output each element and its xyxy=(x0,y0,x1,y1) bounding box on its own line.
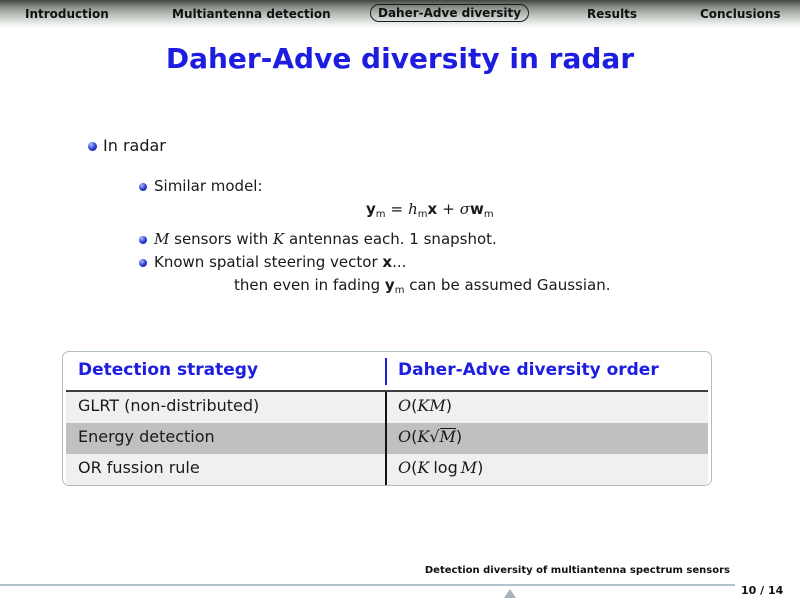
sqrt-symbol: √ xyxy=(429,427,440,446)
table-header-row xyxy=(63,352,711,390)
var-k: K xyxy=(417,396,430,415)
bullet-icon xyxy=(139,236,147,244)
nav-item-introduction[interactable]: Introduction xyxy=(25,7,109,21)
formula-h-sub: m xyxy=(417,209,428,220)
nav-item-multiantenna-detection[interactable]: Multiantenna detection xyxy=(172,7,331,21)
formula-x: x xyxy=(427,200,438,218)
bullet-sensors-text-1: sensors with xyxy=(169,230,274,248)
var-y-sub: m xyxy=(394,285,405,296)
bullet-steering xyxy=(154,253,406,271)
strategy-cell: Energy detection xyxy=(78,427,215,446)
nav-item-conclusions[interactable]: Conclusions xyxy=(700,7,781,21)
formula-plus: + xyxy=(442,200,455,218)
table-body xyxy=(66,392,708,485)
table-header-diversity-order: Daher-Adve diversity order xyxy=(398,360,659,380)
table-header-detection-strategy: Detection strategy xyxy=(78,360,259,380)
formula-y-sub: m xyxy=(375,209,386,220)
sqrt-overline xyxy=(440,428,456,446)
formula-w-sub: m xyxy=(483,209,494,220)
paren: ( xyxy=(411,427,418,446)
diversity-order-table xyxy=(62,351,712,486)
nav-item-results[interactable]: Results xyxy=(587,7,638,21)
bullet-sensors-text-2: antennas each. 1 snapshot. xyxy=(284,230,497,248)
log-operator: log xyxy=(433,458,458,477)
page-number: 10 / 14 xyxy=(741,584,784,597)
line-fading-text-2: can be assumed Gaussian. xyxy=(404,276,611,294)
var-k: K xyxy=(417,458,430,477)
big-o: O xyxy=(398,427,412,446)
paren: ( xyxy=(411,396,418,415)
table-row-glrt xyxy=(66,392,708,423)
bullet-sensors xyxy=(154,230,497,248)
paren: ) xyxy=(477,458,484,477)
formula-y: y xyxy=(366,200,376,218)
header-column-divider xyxy=(385,358,387,385)
var-k: K xyxy=(273,230,285,248)
order-cell xyxy=(398,458,483,477)
bullet-icon xyxy=(88,142,97,151)
paren: ) xyxy=(445,396,452,415)
nav-item-daher-adve-diversity-active[interactable]: Daher-Adve diversity xyxy=(370,4,529,22)
bullet-similar-model: Similar model: xyxy=(154,177,263,195)
line-fading xyxy=(234,276,610,296)
body-column-divider xyxy=(385,392,387,485)
order-cell xyxy=(398,427,462,446)
formula-signal-model xyxy=(366,200,494,220)
paren: ) xyxy=(455,427,463,446)
footer-divider-line xyxy=(0,584,735,586)
var-k: K xyxy=(417,427,430,446)
bullet-steering-text-1: Known spatial steering vector xyxy=(154,253,383,271)
table-row-or-fusion xyxy=(66,454,708,485)
top-navigation-bar xyxy=(0,0,800,28)
order-cell xyxy=(398,396,452,415)
slide-title: Daher-Adve diversity in radar xyxy=(165,42,635,75)
bullet-icon xyxy=(139,259,147,267)
bullet-steering-text-2: ... xyxy=(392,253,407,271)
bullet-in-radar: In radar xyxy=(103,136,166,155)
footer-short-title: Detection diversity of multiantenna spectrum sensors xyxy=(424,565,730,576)
paren: ( xyxy=(411,458,418,477)
formula-equals: = xyxy=(390,200,404,218)
formula-sigma: σ xyxy=(459,200,471,218)
table-row-energy-detection-highlighted xyxy=(66,423,708,454)
strategy-cell: OR fussion rule xyxy=(78,458,200,477)
formula-w: w xyxy=(470,200,484,218)
var-m: M xyxy=(154,230,170,248)
nav-up-triangle-icon[interactable] xyxy=(504,589,516,598)
strategy-cell: GLRT (non-distributed) xyxy=(78,396,260,415)
var-m: M xyxy=(429,396,446,415)
big-o: O xyxy=(398,396,412,415)
big-o: O xyxy=(398,458,412,477)
var-y-bold: y xyxy=(384,276,395,294)
var-x-bold: x xyxy=(382,253,393,271)
bullet-icon xyxy=(139,183,147,191)
formula-h: h xyxy=(408,200,418,218)
var-m: M xyxy=(460,458,478,477)
var-m: M xyxy=(439,427,456,446)
line-fading-text-1: then even in fading xyxy=(234,276,385,294)
